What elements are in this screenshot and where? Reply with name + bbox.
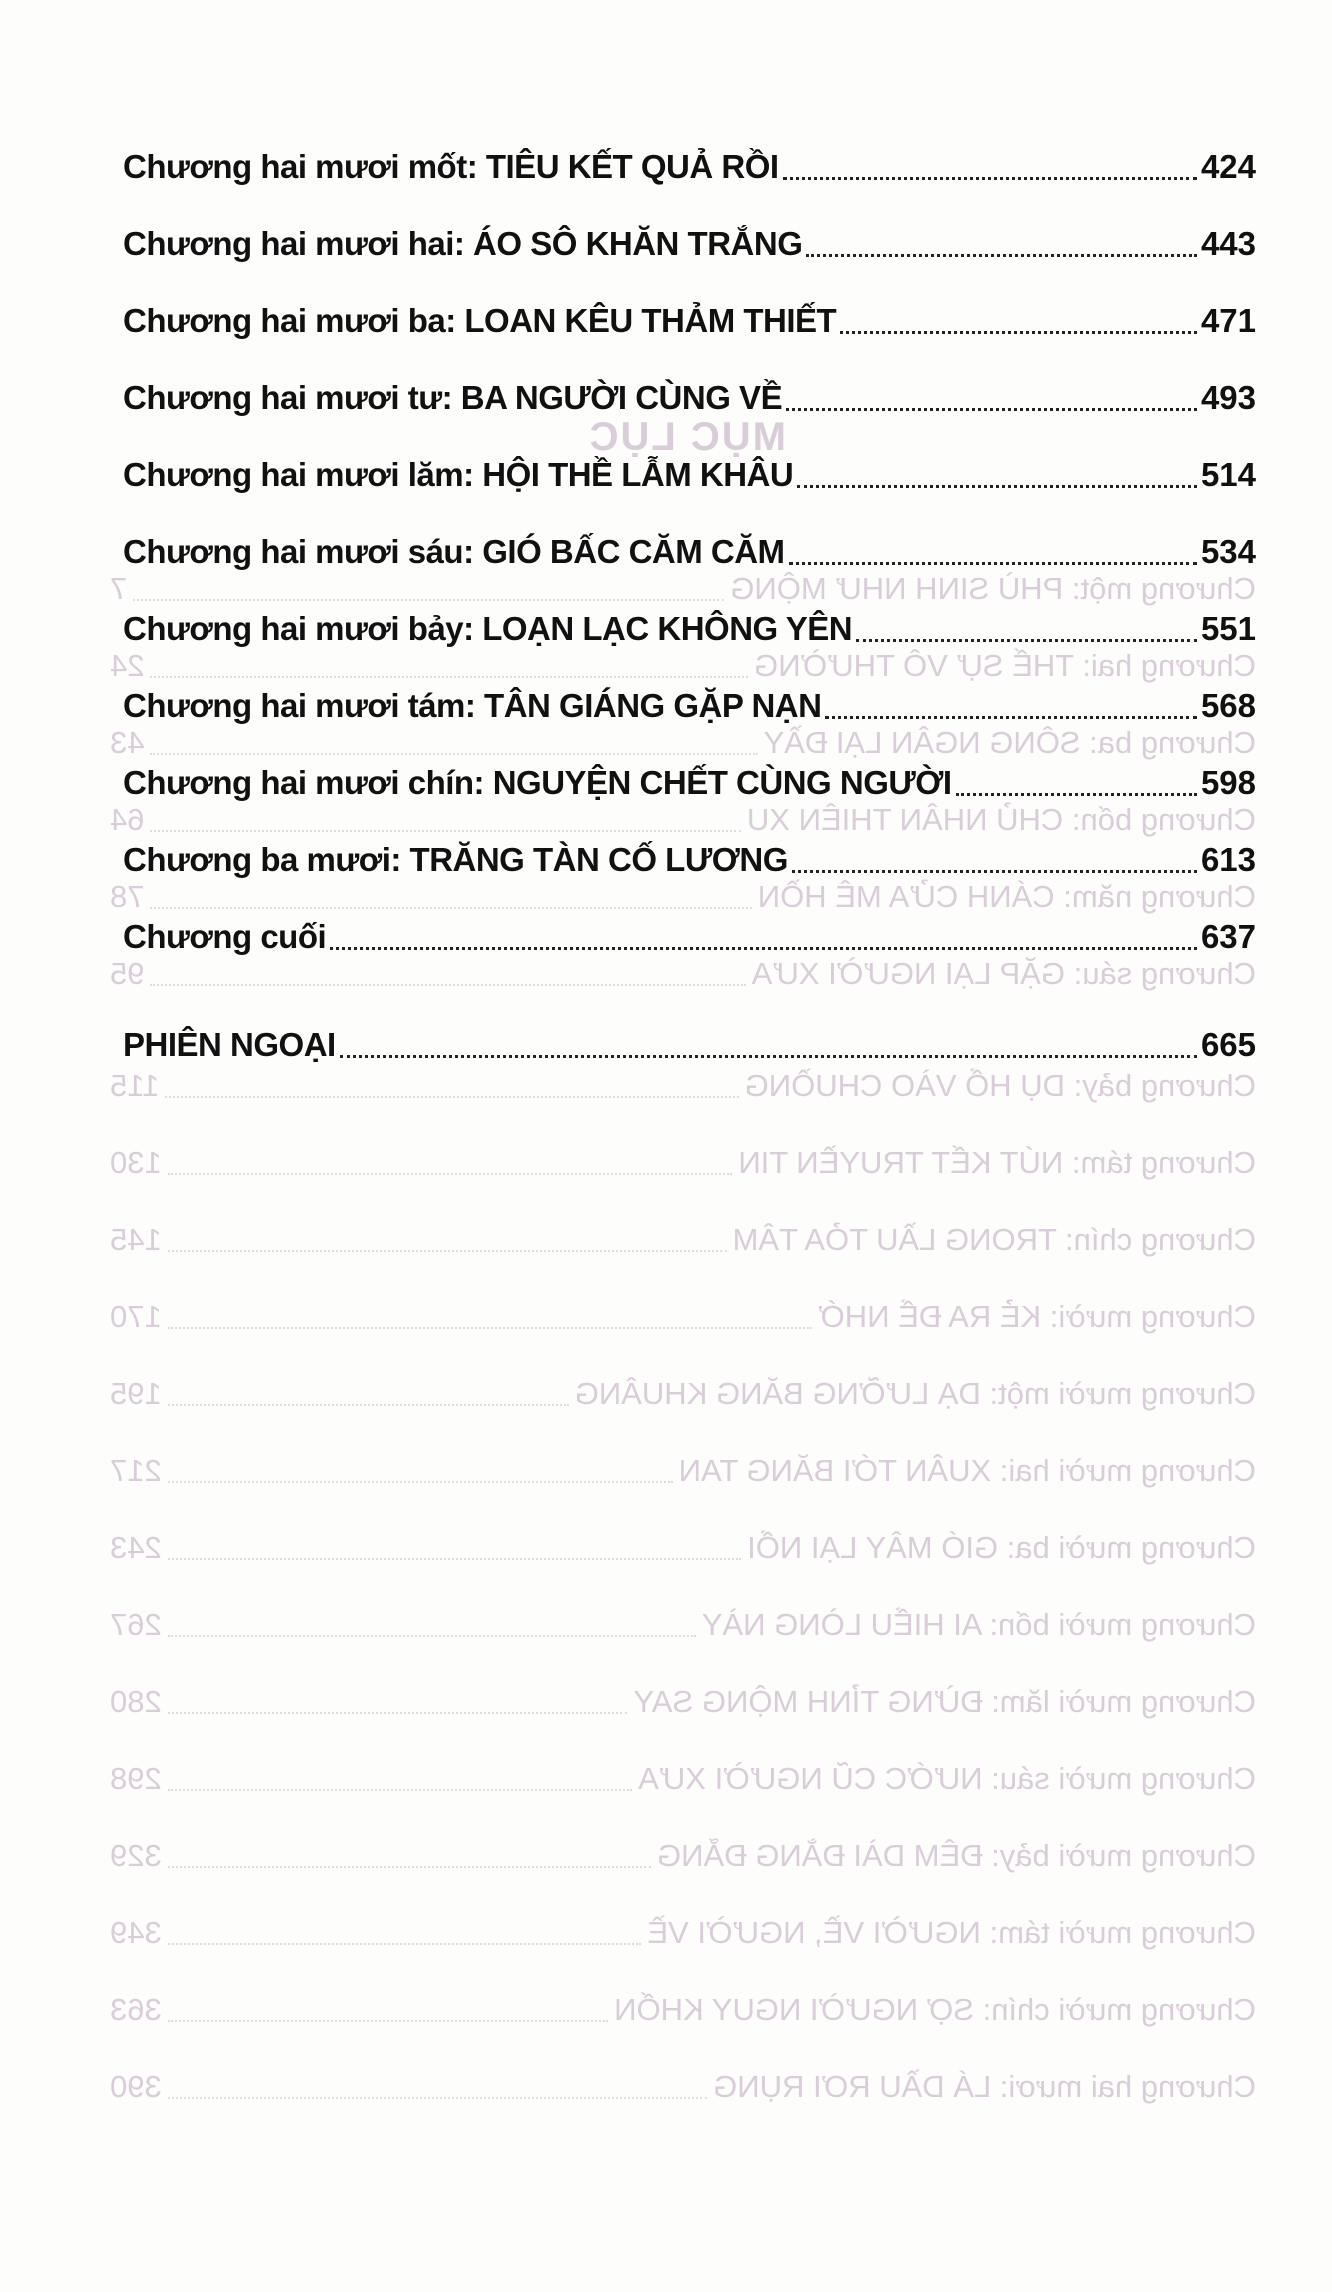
toc-entry-title: Chương hai mươi bảy: LOẠN LẠC KHÔNG YÊN [123, 610, 853, 647]
bleed-through-entry [110, 1147, 1256, 1224]
toc-entry [123, 612, 1256, 689]
bleed-through-entry-page: 329 [110, 1838, 162, 1873]
dot-leader [797, 485, 1197, 488]
toc-entry [123, 535, 1256, 612]
bleed-through-entry-title: Chương mười bảy: ĐÊM DÀI ĐẰNG ĐẴNG [657, 1838, 1256, 1873]
toc-entry-page: 613 [1200, 841, 1256, 878]
bleed-through-entry-page: 115 [110, 1068, 160, 1103]
bleed-through-entry [110, 2071, 1256, 2148]
bleed-through-entry-page: 243 [110, 1530, 162, 1565]
toc-entry [123, 227, 1256, 304]
toc-entry-title: Chương ba mươi: TRĂNG TÀN CỐ LƯƠNG [123, 841, 788, 878]
bleed-through-entry-title: Chương hai mươi: LÁ DẦU RƠI RỤNG [713, 2069, 1256, 2104]
bleed-through-entry-title: Chương mười chín: SỢ NGƯỜI NGUY KHỐN [614, 1992, 1256, 2027]
toc-entry [123, 766, 1256, 843]
dot-leader [330, 947, 1197, 950]
dot-leader [856, 639, 1197, 642]
toc-entry-title: Chương hai mươi hai: ÁO SÔ KHĂN TRẮNG [123, 225, 803, 262]
bleed-through-entry-title: Chương chín: TRONG LẦU TỎA TÂM [732, 1222, 1256, 1257]
toc-entry-page: 551 [1200, 610, 1256, 647]
bleed-through-entry-title: Chương mười sáu: NƯỚC CŨ NGƯỜI XƯA [638, 1761, 1256, 1796]
dot-leader [825, 716, 1196, 719]
dot-leader [168, 1712, 628, 1714]
toc-entry-page: 443 [1200, 225, 1256, 262]
bleed-through-entry-title: Chương tám: NÚT KẾT TRUYỀN TIN [738, 1145, 1256, 1180]
toc-entry-page: 637 [1200, 918, 1256, 955]
bleed-through-entry-page: 43 [110, 725, 145, 760]
dot-leader [956, 793, 1197, 796]
toc-entry-title: Chương hai mươi tư: BA NGƯỜI CÙNG VỀ [123, 379, 783, 416]
bleed-through-entry-page: 280 [110, 1684, 162, 1719]
bleed-through-entry [110, 1532, 1256, 1609]
toc-entry-page: 598 [1200, 764, 1256, 801]
toc-entry-page: 514 [1200, 456, 1256, 493]
bleed-through-entry-page: 24 [110, 648, 145, 683]
dot-leader [840, 331, 1197, 334]
bleed-through-entry-page: 217 [110, 1453, 162, 1488]
bleed-through-entry-title: Chương mười bốn: AI HIỂU LÒNG NÀY [701, 1607, 1256, 1642]
dot-leader [168, 1173, 733, 1175]
toc-entry-page: 493 [1200, 379, 1256, 416]
bleed-through-entry-page: 349 [110, 1915, 162, 1950]
bleed-through-entry-title: Chương một: PHÙ SINH NHƯ MỘNG [730, 571, 1256, 606]
toc-entry-page: 424 [1200, 148, 1256, 185]
bleed-through-entry [110, 1763, 1256, 1840]
bleed-through-entry-page: 170 [110, 1299, 162, 1334]
dot-leader [168, 1943, 642, 1945]
toc-entry [123, 920, 1256, 997]
toc-entry [123, 458, 1256, 535]
bleed-through-entry [110, 1224, 1256, 1301]
toc-entry-title: Chương hai mươi mốt: TIÊU KẾT QUẢ RỒI [123, 148, 779, 185]
toc-entry-page: 534 [1200, 533, 1256, 570]
bleed-through-entry [110, 1455, 1256, 1532]
bleed-through-entry-title: Chương bảy: DỤ HỔ VÀO CHUỒNG [744, 1068, 1256, 1103]
toc-entry [123, 689, 1256, 766]
bleed-through-title: MỤC LỤC [587, 415, 786, 459]
bleed-through-entry [110, 1917, 1256, 1994]
dot-leader [168, 2097, 707, 2099]
toc-entry-title: Chương hai mươi lăm: HỘI THỀ LẪM KHÂU [123, 456, 794, 493]
bleed-through-entry-title: Chương mười: KẺ RA ĐỂ NHỚ [818, 1299, 1256, 1334]
bleed-through-entry [110, 1994, 1256, 2071]
toc-entry-title: Chương hai mươi tám: TÂN GIÁNG GẶP NẠN [123, 687, 822, 724]
toc-entry [123, 843, 1256, 920]
bleed-through-entry [110, 1840, 1256, 1917]
bleed-through-entry-title: Chương mười ba: GIÓ MÂY LẠI NỔI [747, 1530, 1256, 1565]
dot-leader [168, 1404, 569, 1406]
bleed-through-entry-page: 390 [110, 2069, 162, 2104]
bleed-through-entry-title: Chương mười một: DẠ LƯỠNG BĂNG KHUÂNG [574, 1376, 1256, 1411]
toc-entry-title: Chương hai mươi chín: NGUYỆN CHẾT CÙNG NGƯỜI [123, 764, 952, 801]
dot-leader [168, 1558, 741, 1560]
bleed-through-entry-title: Chương sáu: GẶP LẠI NGƯỜI XƯA [751, 956, 1256, 991]
bleed-through-entry-page: 145 [110, 1222, 162, 1257]
bleed-through-entry-page: 78 [110, 879, 145, 914]
dot-leader [789, 562, 1197, 565]
bleed-through-entry-title: Chương mười lăm: ĐỪNG TỈNH MỘNG SAY [633, 1684, 1256, 1719]
dot-leader [168, 1481, 673, 1483]
dot-leader [786, 408, 1197, 411]
toc-entry-page: 568 [1200, 687, 1256, 724]
bleed-through-entry [110, 1609, 1256, 1686]
toc-entry [123, 150, 1256, 227]
table-of-contents [123, 150, 1256, 1105]
bleed-through-entry-page: 363 [110, 1992, 162, 2027]
toc-entry-title: Chương hai mươi ba: LOAN KÊU THẢM THIẾT [123, 302, 837, 339]
bleed-through-entry-title: Chương mười hai: XUÂN TỚI BĂNG TAN [678, 1453, 1256, 1488]
bleed-through-entry-page: 7 [110, 571, 128, 606]
dot-leader [792, 870, 1197, 873]
toc-entry-title: Chương hai mươi sáu: GIÓ BẤC CĂM CĂM [123, 533, 785, 570]
dot-leader [783, 177, 1197, 180]
toc-entry-page: 665 [1200, 1026, 1256, 1063]
bleed-through-entry-page: 298 [110, 1761, 162, 1796]
bleed-through-entry-title: Chương mười tám: NGƯỜI VỀ, NGƯỜI VỀ [647, 1915, 1256, 1950]
bleed-through-entry-title: Chương năm: CÁNH CỬA MÊ HỒN [757, 879, 1256, 914]
bleed-through-entry-title: Chương ba: SÔNG NGÂN LẠI ĐẦY [763, 725, 1256, 760]
bleed-through-entry-page: 195 [110, 1376, 162, 1411]
dot-leader [168, 1250, 727, 1252]
toc-entry [123, 304, 1256, 381]
dot-leader [340, 1055, 1197, 1058]
bleed-through-entry [110, 1686, 1256, 1763]
bleed-through-entry [110, 1301, 1256, 1378]
toc-entry [123, 1028, 1256, 1105]
toc-entry-page: 471 [1200, 302, 1256, 339]
dot-leader [168, 1866, 651, 1868]
dot-leader [806, 254, 1197, 257]
toc-entry-title: PHIÊN NGOẠI [123, 1026, 336, 1063]
bleed-through-entry-page: 64 [110, 802, 145, 837]
dot-leader [168, 2020, 608, 2022]
toc-entry-title: Chương cuối [123, 918, 327, 955]
bleed-through-entry-page: 130 [110, 1145, 162, 1180]
dot-leader [168, 1789, 632, 1791]
bleed-through-entry [110, 1378, 1256, 1455]
toc-entry [123, 381, 1256, 458]
bleed-through-entry-page: 267 [110, 1607, 162, 1642]
bleed-through-entry-title: Chương bốn: CHỦ NHÂN THIÊN XU [746, 802, 1256, 837]
dot-leader [168, 1327, 812, 1329]
bleed-through-entry-title: Chương hai: THẾ SỰ VÔ THƯỜNG [754, 648, 1256, 683]
dot-leader [168, 1635, 696, 1637]
bleed-through-entry-page: 95 [110, 956, 145, 991]
